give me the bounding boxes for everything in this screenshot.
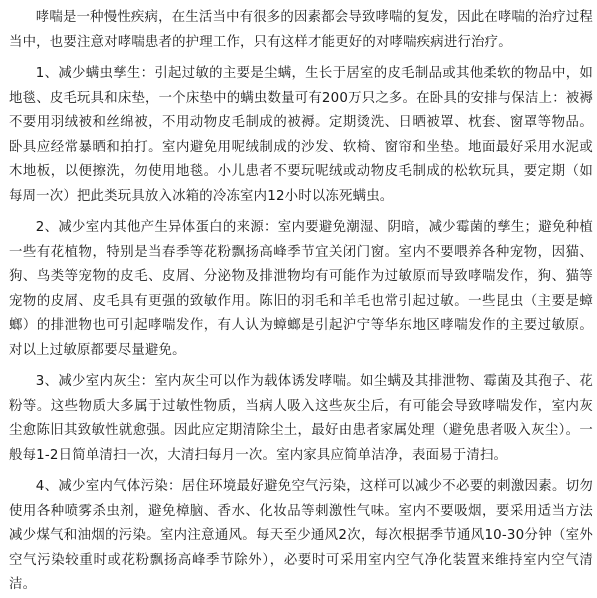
intro-paragraph: 哮喘是一种慢性疾病，在生活当中有很多的因素都会导致哮喘的复发，因此在哮喘的治疗过程当中，也要注意对哮喘患者的护理工作，只有这样才能更好的对哮喘疾病进行治疗。 (9, 10, 594, 50)
paragraph-reduce-allergen-sources: 2、减少室内其他产生异体蛋白的来源：室内要避免潮湿、阴暗，减少霉菌的孳生；避免种植一些有花植物，特别是当春季等花粉飘扬高峰季节宜关闭门窗。室内不要喂养各种宠物，因猫、狗、鸟类等宠物的皮毛、皮屑、分泌物及排泄物均有可能作为过敏原而导致哮喘发作，狗、猫等宠物的皮屑、皮毛具有更强的致敏作用。陈旧的羽毛和羊毛也常引起过敏。一些昆虫（主要是蟑螂）的排泄物也可引起哮喘发作，有人认为蟑螂是引起沪宁等华东地区哮喘发作的主要过敏原。对以上过敏原都要尽量避免。 (9, 220, 593, 358)
paragraph-reduce-dust: 3、减少室内灰尘：室内灰尘可以作为载体诱发哮喘。如尘螨及其排泄物、霉菌及其孢子、花粉等。这些物质大多属于过敏性物质，当病人吸入这些灰尘后，有可能会导致哮喘发作，室内灰尘愈陈旧其致敏性就愈强。因此应定期清除尘土，最好由患者家属处理（避免患者吸入灰尘）。一般每1-2日简单清扫一次，大清扫每月一次。室内家具应简单洁净，表面易于清扫。 (9, 374, 593, 463)
paragraph-reduce-mites: 1、减少螨虫孳生：引起过敏的主要是尘螨，生长于居室的皮毛制品或其他柔软的物品中，如地毯、皮毛玩具和床垫，一个床垫中的螨虫数量可有200万只之多。在卧具的安排与保洁上：被褥不要用羽绒被和丝绵被，不用动物皮毛制成的被褥。定期烫洗、日晒被罩、枕套、窗罩等物品。卧具应经常暴晒和拍打。室内避免用呢绒制成的沙发、软椅、窗帘和坐垫。地面最好采用水泥或木地板，以便擦洗，勿使用地毯。小儿患者不要玩呢绒或动物皮毛制成的松软玩具，要定期（如每周一次）把此类玩具放入冰箱的冷冻室内12小时以冻死螨虫。 (9, 66, 593, 204)
paragraph-reduce-air-pollution: 4、减少室内气体污染：居住环境最好避免空气污染，这样可以减少不必要的刺激因素。切勿使用各种喷雾杀虫剂，避免樟脑、香水、化妆品等刺激性气味。室内不要吸烟，要采用适当方法减少煤气和油烟的污染。室内注意通风。每天至少通风2次，每次根据季节通风10-30分钟（室外空气污染较重时或花粉飘扬高峰季节除外），必要时可采用室内空气净化装置来维持室内空气清洁。 (9, 479, 593, 592)
